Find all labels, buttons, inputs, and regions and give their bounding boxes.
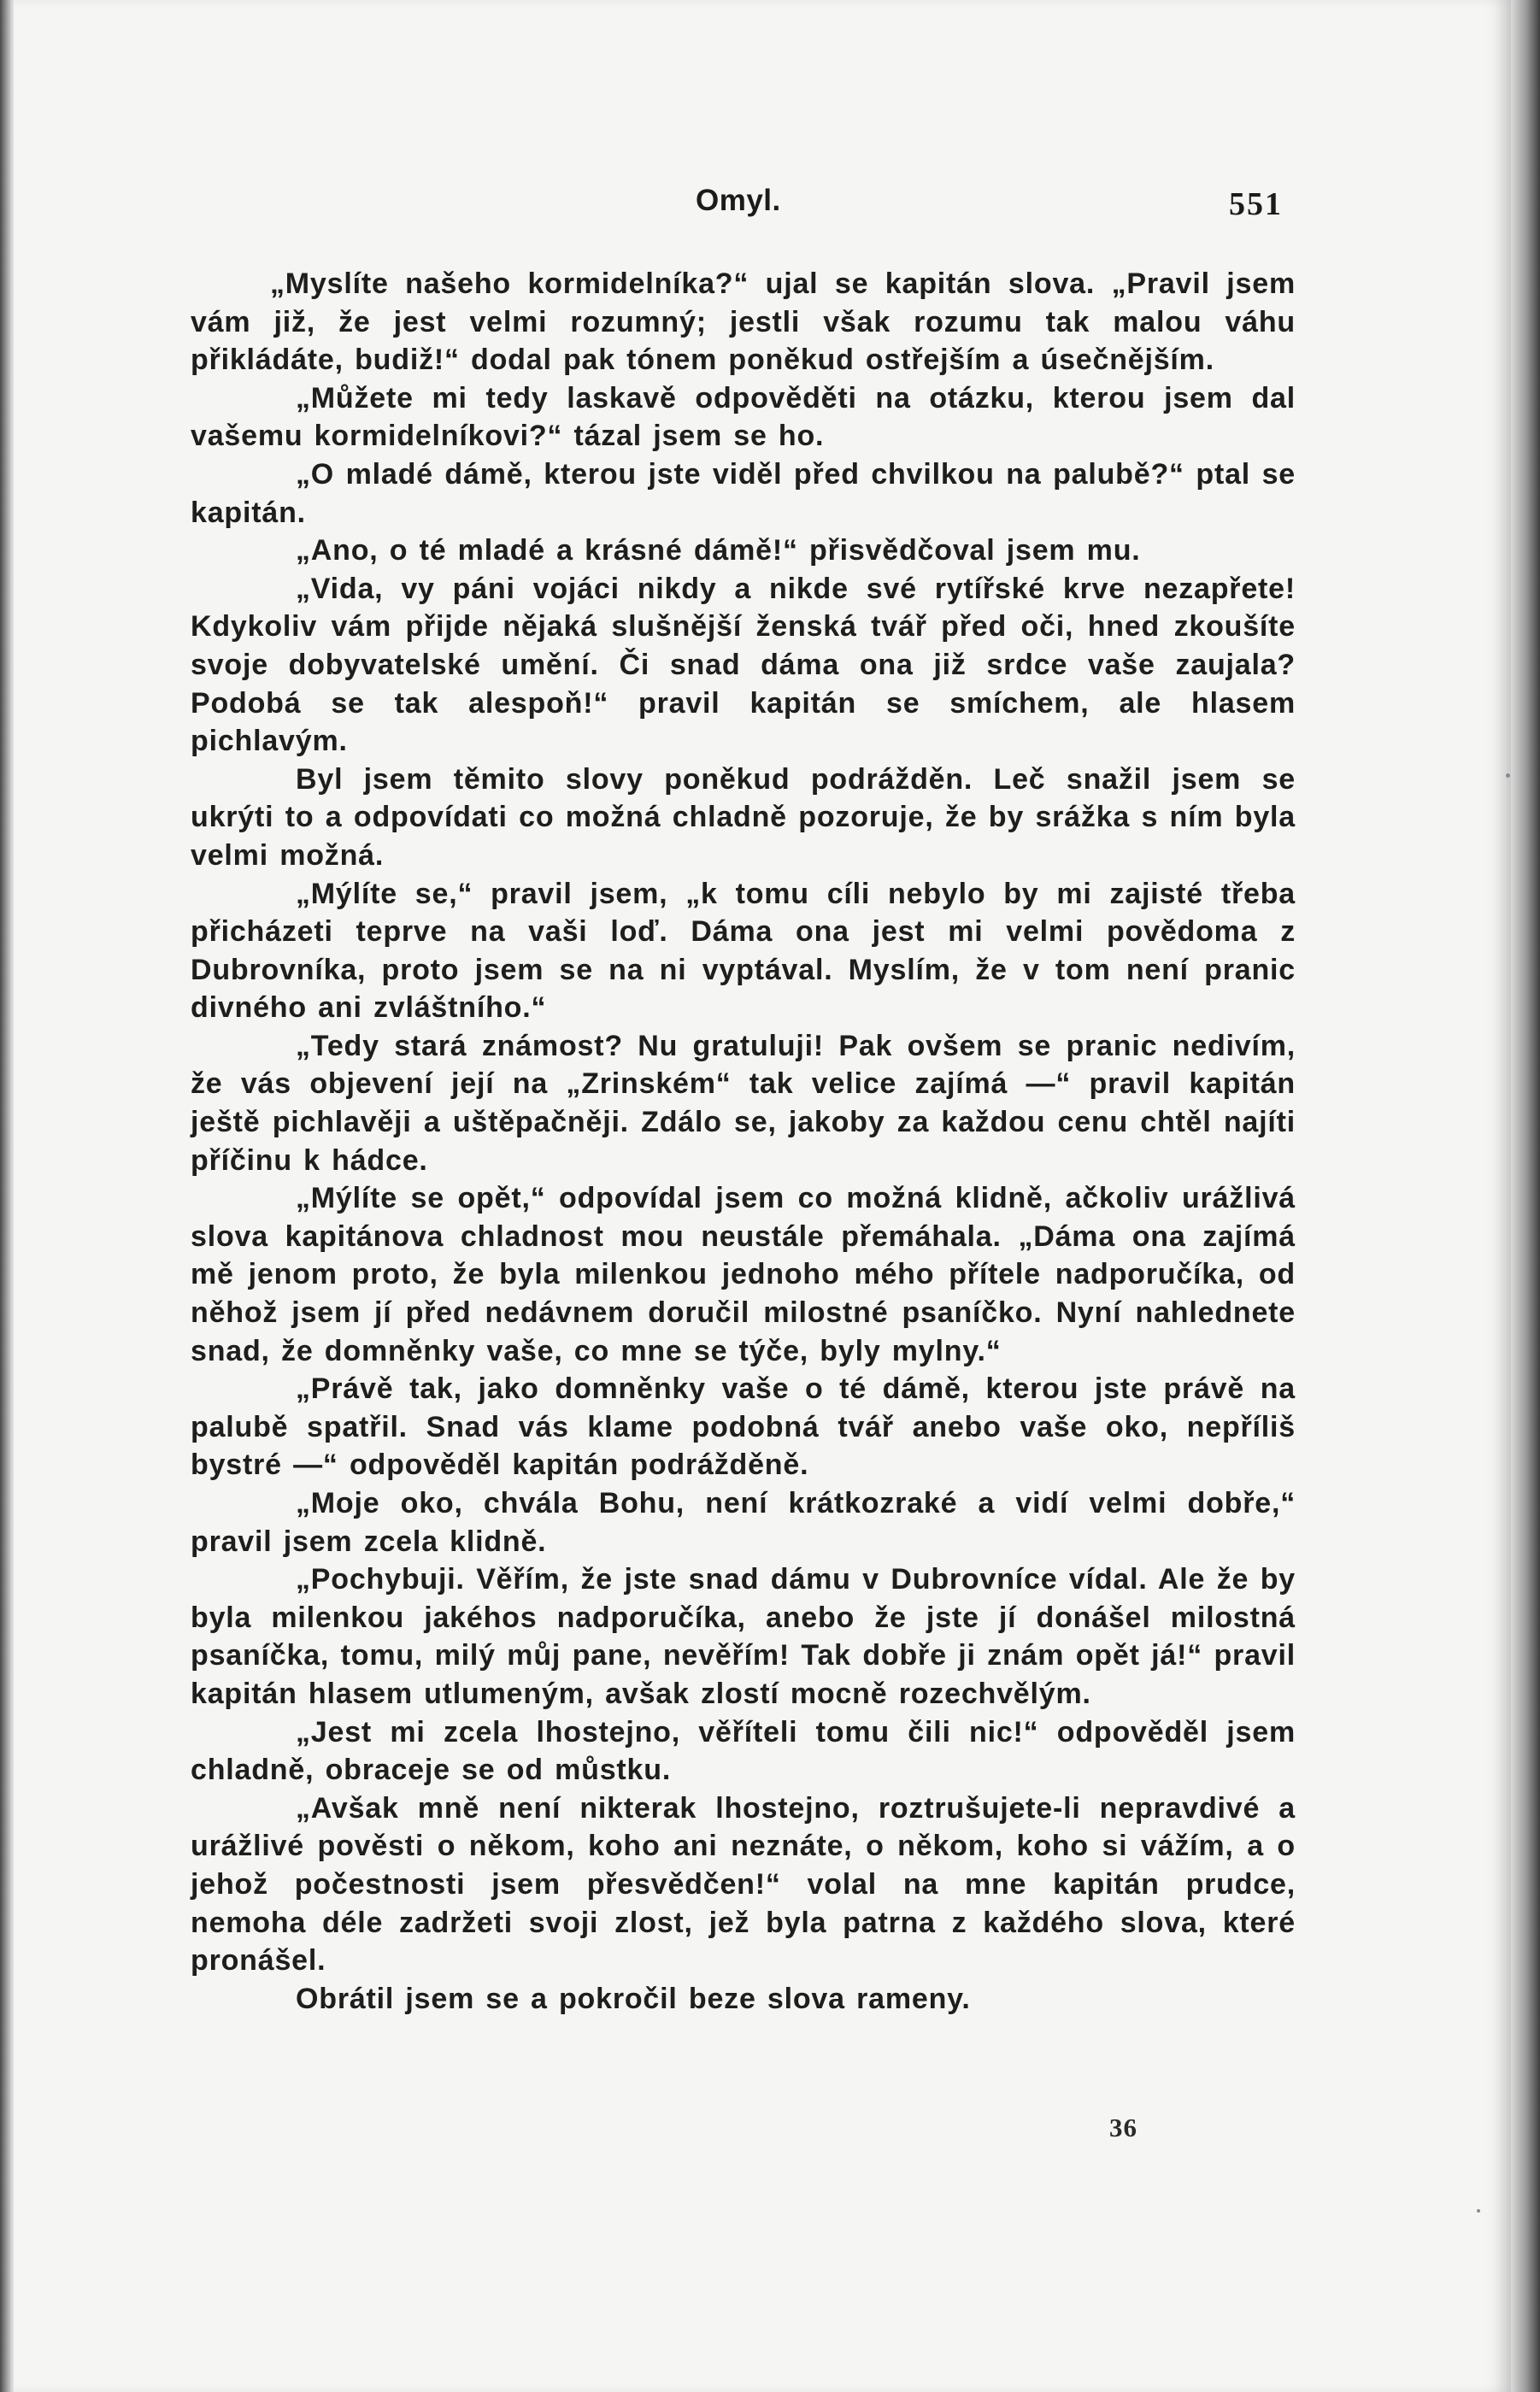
paragraph: „Ano, o té mladé a krásné dámě!“ přisvědčoval jsem mu. — [296, 534, 1141, 567]
paragraph: „Vida, vy páni vojáci nikdy a nikde své rytířské krve nezapřete! Kdykoliv vám přijde nějaká slušnější ženská tvář před oči, hned zkoušíte svoje dobyvatelské umění. Či snad dáma ona již srdce vaše zaujala? Podobá se tak alespoň!“ pravil kapitán se smíchem, ale hlasem pichlavým. — [191, 572, 1296, 758]
paragraph: „Pochybuji. Věřím, že jste snad dámu v Dubrovníce vídal. Ale že by byla milenkou jakéhos nadporučíka, anebo že jste jí donášel milostná psaníčka, tomu, milý můj pane, nevěřím! Tak dobře ji znám opět já!“ pravil kapitán hlasem utlumeným, avšak zlostí mocně rozechvělým. — [191, 1563, 1296, 1710]
paragraph: Byl jsem těmito slovy poněkud podrážděn. Leč snažil jsem se ukrýti to a odpovídati co možná chladně pozoruje, že by srážka s ním byla velmi možná. — [191, 762, 1296, 872]
paragraph: „Tedy stará známost? Nu gratuluji! Pak ovšem se pranic nedivím, že vás objevení její na „Zrinském“ tak velice zajímá —“ pravil kapitán ještě pichlavěji a uštěpačněji. Zdálo se, jakoby za každou cenu chtěl najíti příčinu k hádce. — [191, 1029, 1296, 1177]
page-number: 551 — [1229, 186, 1283, 222]
paragraph: „Avšak mně není nikterak lhostejno, roztrušujete-li nepravdivé a urážlivé pověsti o někom, koho ani neznáte, o někom, koho si vážím, a o jehož počestnosti jsem přesvědčen!“ volal na mne kapitán prudce, nemoha déle zadržeti svoji zlost, jež byla patrna z každého slova, které pronášel. — [191, 1791, 1296, 1978]
paragraph: „Můžete mi tedy laskavě odpověděti na otázku, kterou jsem dal vašemu kormidelníkovi?“ tázal jsem se ho. — [191, 381, 1296, 453]
paper-speck — [1477, 2209, 1480, 2213]
signature-mark: 36 — [1109, 2113, 1137, 2142]
page-header — [14, 184, 1511, 226]
running-head: Omyl. — [696, 184, 781, 217]
book-page — [14, 0, 1511, 2392]
paragraph: „Mýlíte se opět,“ odpovídal jsem co možná klidně, ačkoliv urážlivá slova kapitánova chladnost mou neustále přemáhala. „Dáma ona zajímá mě jenom proto, že byla milenkou jednoho mého přítele nadporučíka, od něhož jsem jí před nedávnem doručil milostné psaníčko. Nyní nahlednete snad, že domněnky vaše, co mne se týče, byly mylny.“ — [191, 1182, 1296, 1367]
paragraph: „Myslíte našeho kormidelníka?“ ujal se kapitán slova. „Pravil jsem vám již, že jest velmi rozumný; jestli však rozumu tak malou váhu přikládáte, budiž!“ dodal pak tónem poněkud ostřejším a úsečnějším. — [191, 267, 1296, 377]
paragraph: „Moje oko, chvála Bohu, není krátkozraké a vidí velmi dobře,“ pravil jsem zcela klidně. — [191, 1487, 1296, 1558]
paragraph: „Právě tak, jako domněnky vaše o té dámě, kterou jste právě na palubě spatřil. Snad vás klame podobná tvář anebo vaše oko, nepříliš bystré —“ odpověděl kapitán podrážděně. — [191, 1372, 1296, 1482]
paragraph: Obrátil jsem se a pokročil beze slova rameny. — [296, 1982, 971, 2015]
body-text — [191, 265, 1296, 2018]
paragraph: „O mladé dámě, kterou jste viděl před chvilkou na palubě?“ ptal se kapitán. — [191, 457, 1296, 529]
paragraph: „Mýlíte se,“ pravil jsem, „k tomu cíli nebylo by mi zajisté třeba přicházeti teprve na vaši loď. Dáma ona jest mi velmi povědoma z Dubrovníka, proto jsem se na ni vyptával. Myslím, že v tom není pranic divného ani zvláštního.“ — [191, 877, 1296, 1025]
paragraph: „Jest mi zcela lhostejno, věříteli tomu čili nic!“ odpověděl jsem chladně, obraceje se od můstku. — [191, 1715, 1296, 1787]
paper-speck — [1506, 773, 1510, 778]
